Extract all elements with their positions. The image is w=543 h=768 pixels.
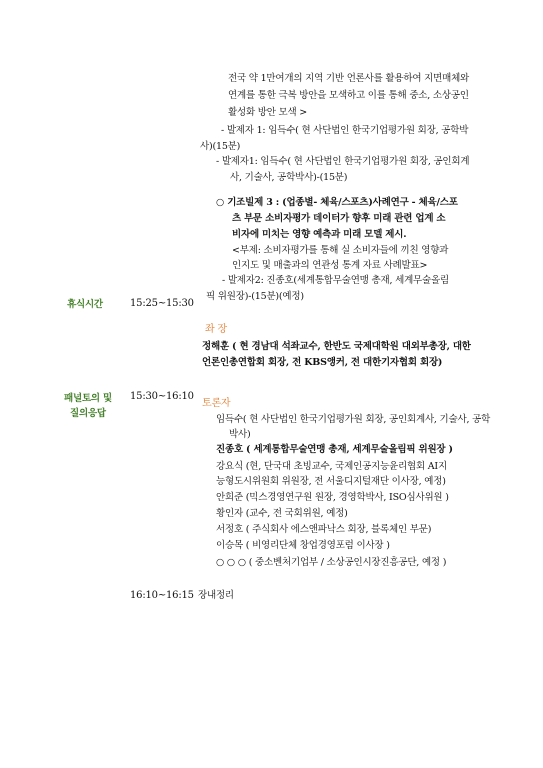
chair-heading: 좌 장: [205, 324, 227, 335]
presenter-1b-line-1: - 발제자1: 임득수( 현 사단법인 한국기업평가원 회장, 공인회계: [216, 156, 470, 167]
keynote-3-subtitle-2: 인지도 및 매출과의 연관성 통계 자료 사례발표>: [232, 260, 428, 271]
presenter-1-line-1: - 발제자 1: 임득수( 현 사단법인 한국기업평가원 회장, 공학박: [221, 125, 469, 136]
panelist-7: 이승목 ( 비영리단체 창업경영포럼 이사장 ): [216, 540, 390, 551]
panelist-4: 안희준 (믹스경영연구원 원장, 경영학박사, ISO심사위원 ): [216, 492, 449, 503]
keynote-3-line-1: ○ 기조빌제 3 : (업종별- 체육/스포츠)사례연구 - 체육/스포: [216, 197, 458, 208]
chair-line-1: 정해훈 ( 현 경남대 석좌교수, 한반도 국제대학원 대외부총장, 대한: [202, 341, 471, 352]
keynote-3-presenter-2: 픽 위원장)-(15분)(예정): [206, 291, 304, 302]
intro-line-3: 활성화 방안 모색 >: [228, 107, 308, 118]
panel-label-line-2: 질의응답: [70, 408, 106, 419]
panel-time: 15:30~16:10: [130, 391, 194, 402]
presenter-1-line-2: 사)(15분): [200, 141, 241, 152]
panelist-3-line-1: 강요식 (현, 단국대 초빙교수, 국제인공지능윤리협회 AI지: [216, 461, 447, 472]
panelist-8: ○ ○ ○ ( 중소벤처기업부 / 소상공인시장진흥공단, 예정 ): [216, 557, 447, 568]
closing-label: 장내정리: [198, 590, 234, 601]
panel-heading: 토론자: [202, 398, 231, 409]
keynote-3-subtitle-1: <부제: 소비자평가를 통해 실 소비자들에 끼친 영향과: [232, 245, 449, 256]
intro-line-2: 연계를 통한 극복 방안을 모색하고 이를 통해 중소, 소상공인: [228, 90, 469, 101]
keynote-3-line-3: 비자에 미치는 영향 예측과 미래 모델 제시.: [232, 229, 407, 240]
keynote-3-presenter-1: - 발제자2: 진종호(세계통합무술연맹 총재, 세계무술올림: [222, 275, 449, 286]
chair-line-2: 언론인총연합회 회장, 전 KBS앵커, 전 대한기자협회 회장): [202, 357, 443, 368]
panelist-1-line-2: 박사): [229, 429, 251, 440]
presenter-1b-line-2: 사, 기술사, 공학박사)-(15분): [230, 172, 348, 183]
keynote-3-line-2: 츠 부문 소비자평가 데이터가 향후 미래 관련 업계 소: [232, 213, 446, 224]
panelist-3-line-2: 능형도시위원회 위원장, 전 서울디지털재단 이사장, 예정): [216, 476, 446, 487]
panel-label-line-1: 패널토의 및: [64, 393, 112, 404]
break-time: 15:25~15:30: [130, 298, 194, 309]
panelist-1-line-1: 임득수( 현 사단법인 한국기업평가원 회장, 공인회계사, 기술사, 공학: [216, 414, 491, 425]
panelist-6: 서정호 ( 주식회사 에스앤파낙스 회장, 블록체인 부문): [216, 524, 432, 535]
closing-time: 16:10~16:15: [130, 590, 194, 601]
intro-line-1: 전국 약 1만여개의 지역 기반 언론사를 활용하여 지면매체와: [228, 73, 470, 84]
panelist-2: 진종호 ( 세계통합무술연맹 총재, 세계무술올림픽 위원장 ): [216, 444, 453, 455]
break-label: 휴식시간: [67, 299, 103, 310]
panelist-5: 황인자 (교수, 전 국회위원, 예정): [216, 508, 348, 519]
